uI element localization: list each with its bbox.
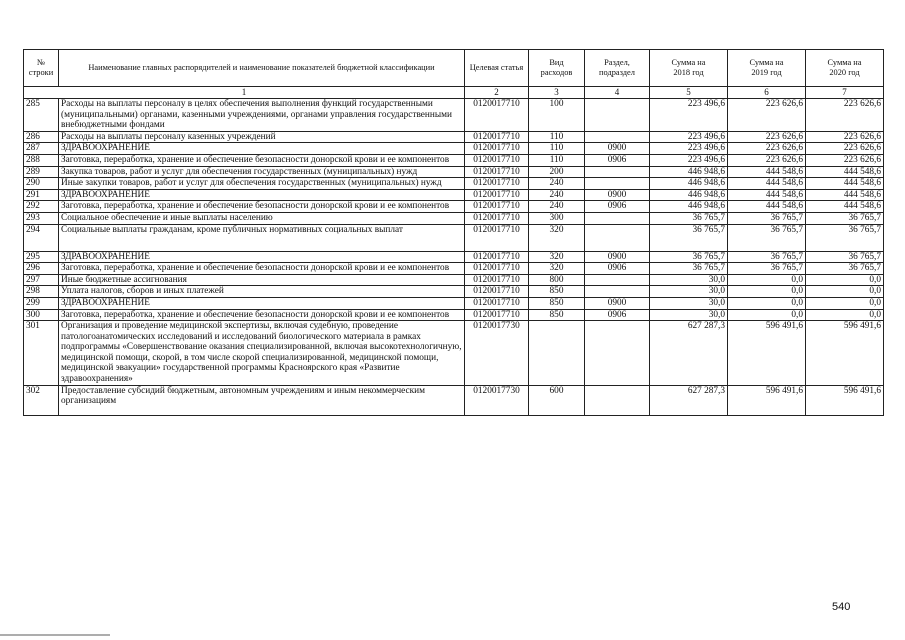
sum-2019: 223 626,6: [728, 143, 806, 155]
expense-type: 240: [529, 178, 585, 190]
row-number: 294: [24, 224, 59, 251]
table-row: [24, 274, 884, 286]
row-number: 286: [24, 131, 59, 143]
table-header-row: [24, 50, 884, 87]
row-number: 285: [24, 99, 59, 132]
row-name: Уплата налогов, сборов и иных платежей: [59, 286, 465, 298]
sum-2018: 36 765,7: [650, 251, 728, 263]
expense-type: 850: [529, 286, 585, 298]
row-name: Закупка товаров, работ и услуг для обеспечения государственных (муниципальных) нужд: [59, 166, 465, 178]
sum-2019: 223 626,6: [728, 99, 806, 132]
expense-type: 110: [529, 154, 585, 166]
section-code: 0900: [585, 297, 650, 309]
budget-table: [23, 49, 884, 416]
header-expense-type: Вид расходов: [529, 50, 585, 87]
section-code: [585, 166, 650, 178]
row-name: Заготовка, переработка, хранение и обеспечение безопасности донорской крови и ее компонентов: [59, 201, 465, 213]
sum-2020: 0,0: [806, 286, 884, 298]
sum-2018: 36 765,7: [650, 263, 728, 275]
sum-2018: 30,0: [650, 274, 728, 286]
target-article: 0120017710: [465, 131, 529, 143]
column-number: 1: [24, 87, 465, 99]
row-name: ЗДРАВООХРАНЕНИЕ: [59, 251, 465, 263]
expense-type: 320: [529, 224, 585, 251]
sum-2018: 223 496,6: [650, 131, 728, 143]
section-code: [585, 321, 650, 386]
sum-2019: 596 491,6: [728, 385, 806, 415]
column-number: 7: [806, 87, 884, 99]
expense-type: 300: [529, 212, 585, 224]
scan-edge-line: [0, 634, 110, 636]
expense-type: [529, 321, 585, 386]
sum-2019: 223 626,6: [728, 131, 806, 143]
sum-2019: 36 765,7: [728, 251, 806, 263]
table-row: [24, 154, 884, 166]
sum-2020: 36 765,7: [806, 212, 884, 224]
sum-2019: 36 765,7: [728, 212, 806, 224]
table-row: [24, 143, 884, 155]
row-name: ЗДРАВООХРАНЕНИЕ: [59, 297, 465, 309]
row-number: 289: [24, 166, 59, 178]
target-article: 0120017710: [465, 224, 529, 251]
column-number: 2: [465, 87, 529, 99]
row-name: Иные закупки товаров, работ и услуг для обеспечения государственных (муниципальных) нужд: [59, 178, 465, 190]
row-number: 302: [24, 385, 59, 415]
sum-2018: 223 496,6: [650, 154, 728, 166]
section-code: [585, 274, 650, 286]
header-target-article: Целевая статья: [465, 50, 529, 87]
row-name: Социальное обеспечение и иные выплаты населению: [59, 212, 465, 224]
sum-2019: 36 765,7: [728, 263, 806, 275]
section-code: 0906: [585, 154, 650, 166]
sum-2018: 223 496,6: [650, 99, 728, 132]
sum-2020: 223 626,6: [806, 131, 884, 143]
table-row: [24, 131, 884, 143]
row-name: Расходы на выплаты персоналу в целях обеспечения выполнения функций государственными (муниципальными) органами, казенными учреждениями, органами управления государственными внебюджетными фондами: [59, 99, 465, 132]
sum-2020: 0,0: [806, 274, 884, 286]
expense-type: 320: [529, 263, 585, 275]
target-article: 0120017710: [465, 154, 529, 166]
target-article: 0120017710: [465, 297, 529, 309]
table-row: [24, 321, 884, 386]
table-row: [24, 201, 884, 213]
target-article: 0120017710: [465, 251, 529, 263]
expense-type: 200: [529, 166, 585, 178]
expense-type: 100: [529, 99, 585, 132]
expense-type: 110: [529, 143, 585, 155]
target-article: 0120017710: [465, 178, 529, 190]
table-row: [24, 166, 884, 178]
target-article: 0120017710: [465, 201, 529, 213]
sum-2018: 36 765,7: [650, 224, 728, 251]
expense-type: 110: [529, 131, 585, 143]
table-body: [24, 99, 884, 416]
expense-type: 850: [529, 297, 585, 309]
expense-type: 600: [529, 385, 585, 415]
header-sum-2020: Сумма на 2020 год: [806, 50, 884, 87]
row-name: Расходы на выплаты персоналу казенных учреждений: [59, 131, 465, 143]
target-article: 0120017730: [465, 321, 529, 386]
row-number: 296: [24, 263, 59, 275]
sum-2018: 446 948,6: [650, 178, 728, 190]
row-name: ЗДРАВООХРАНЕНИЕ: [59, 189, 465, 201]
row-number: 295: [24, 251, 59, 263]
section-code: [585, 99, 650, 132]
row-name: Организация и проведение медицинской экспертизы, включая судебную, проведение патологоанатомических исследований и исследований биологического материала в рамках подпрограммы «Совершенствование оказания специализированной, включая высокотехнологичную, медицинской помощи, скорой, в том числе скорой специализированной, медицинской помощи, медицинской эвакуации» государственной программы Красноярского края «Развитие здравоохранения»: [59, 321, 465, 386]
column-number: 6: [728, 87, 806, 99]
row-number: 292: [24, 201, 59, 213]
sum-2018: 627 287,3: [650, 385, 728, 415]
sum-2019: 223 626,6: [728, 154, 806, 166]
row-name: Заготовка, переработка, хранение и обеспечение безопасности донорской крови и ее компонентов: [59, 263, 465, 275]
header-sum-2019: Сумма на 2019 год: [728, 50, 806, 87]
sum-2018: 223 496,6: [650, 143, 728, 155]
section-code: [585, 131, 650, 143]
row-number: 299: [24, 297, 59, 309]
row-name: ЗДРАВООХРАНЕНИЕ: [59, 143, 465, 155]
target-article: 0120017710: [465, 166, 529, 178]
sum-2020: 596 491,6: [806, 321, 884, 386]
row-number: 293: [24, 212, 59, 224]
sum-2018: 30,0: [650, 286, 728, 298]
sum-2020: 36 765,7: [806, 263, 884, 275]
row-number: 297: [24, 274, 59, 286]
sum-2018: 446 948,6: [650, 189, 728, 201]
expense-type: 240: [529, 201, 585, 213]
table-row: [24, 224, 884, 251]
section-code: 0900: [585, 251, 650, 263]
section-code: [585, 178, 650, 190]
sum-2020: 0,0: [806, 309, 884, 321]
row-name: Предоставление субсидий бюджетным, автономным учреждениям и иным некоммерческим организациям: [59, 385, 465, 415]
row-name: Социальные выплаты гражданам, кроме публичных нормативных социальных выплат: [59, 224, 465, 251]
table-row: [24, 263, 884, 275]
section-code: [585, 385, 650, 415]
row-number: 288: [24, 154, 59, 166]
sum-2019: 0,0: [728, 286, 806, 298]
row-name: Иные бюджетные ассигнования: [59, 274, 465, 286]
sum-2020: 444 548,6: [806, 166, 884, 178]
row-name: Заготовка, переработка, хранение и обеспечение безопасности донорской крови и ее компонентов: [59, 309, 465, 321]
sum-2020: 0,0: [806, 297, 884, 309]
column-number-row: [24, 87, 884, 99]
sum-2019: 0,0: [728, 297, 806, 309]
table-row: [24, 309, 884, 321]
sum-2020: 596 491,6: [806, 385, 884, 415]
section-code: 0906: [585, 263, 650, 275]
sum-2020: 444 548,6: [806, 178, 884, 190]
sum-2020: 223 626,6: [806, 143, 884, 155]
row-number: 287: [24, 143, 59, 155]
target-article: 0120017710: [465, 274, 529, 286]
section-code: [585, 286, 650, 298]
section-code: 0900: [585, 189, 650, 201]
section-code: 0900: [585, 143, 650, 155]
header-sum-2018: Сумма на 2018 год: [650, 50, 728, 87]
target-article: 0120017710: [465, 99, 529, 132]
target-article: 0120017710: [465, 143, 529, 155]
row-number: 291: [24, 189, 59, 201]
sum-2019: 596 491,6: [728, 321, 806, 386]
expense-type: 850: [529, 309, 585, 321]
sum-2018: 30,0: [650, 309, 728, 321]
target-article: 0120017710: [465, 263, 529, 275]
row-number: 290: [24, 178, 59, 190]
sum-2018: 36 765,7: [650, 212, 728, 224]
table-row: [24, 286, 884, 298]
sum-2019: 0,0: [728, 274, 806, 286]
section-code: 0906: [585, 201, 650, 213]
section-code: [585, 224, 650, 251]
header-row-number: № строки: [24, 50, 59, 87]
table-row: [24, 178, 884, 190]
page-number: 540: [832, 601, 851, 613]
sum-2019: 444 548,6: [728, 201, 806, 213]
sum-2020: 444 548,6: [806, 189, 884, 201]
sum-2020: 444 548,6: [806, 201, 884, 213]
sum-2020: 36 765,7: [806, 251, 884, 263]
sum-2018: 30,0: [650, 297, 728, 309]
sum-2020: 223 626,6: [806, 154, 884, 166]
row-number: 301: [24, 321, 59, 386]
target-article: 0120017730: [465, 385, 529, 415]
row-number: 298: [24, 286, 59, 298]
target-article: 0120017710: [465, 309, 529, 321]
target-article: 0120017710: [465, 189, 529, 201]
sum-2019: 0,0: [728, 309, 806, 321]
expense-type: 320: [529, 251, 585, 263]
header-section: Раздел, подраздел: [585, 50, 650, 87]
sum-2019: 444 548,6: [728, 189, 806, 201]
row-number: 300: [24, 309, 59, 321]
table-row: [24, 385, 884, 415]
sum-2018: 446 948,6: [650, 166, 728, 178]
target-article: 0120017710: [465, 286, 529, 298]
target-article: 0120017710: [465, 212, 529, 224]
table-row: [24, 212, 884, 224]
table-row: [24, 251, 884, 263]
sum-2019: 444 548,6: [728, 166, 806, 178]
sum-2019: 444 548,6: [728, 178, 806, 190]
sum-2019: 36 765,7: [728, 224, 806, 251]
sum-2020: 36 765,7: [806, 224, 884, 251]
sum-2018: 627 287,3: [650, 321, 728, 386]
section-code: 0906: [585, 309, 650, 321]
header-name: Наименование главных распорядителей и наименование показателей бюджетной классификации: [59, 50, 465, 87]
column-number: 5: [650, 87, 728, 99]
table-row: [24, 189, 884, 201]
sum-2018: 446 948,6: [650, 201, 728, 213]
section-code: [585, 212, 650, 224]
sum-2020: 223 626,6: [806, 99, 884, 132]
table-row: [24, 99, 884, 132]
column-number: 3: [529, 87, 585, 99]
expense-type: 240: [529, 189, 585, 201]
table-row: [24, 297, 884, 309]
expense-type: 800: [529, 274, 585, 286]
column-number: 4: [585, 87, 650, 99]
row-name: Заготовка, переработка, хранение и обеспечение безопасности донорской крови и ее компонентов: [59, 154, 465, 166]
